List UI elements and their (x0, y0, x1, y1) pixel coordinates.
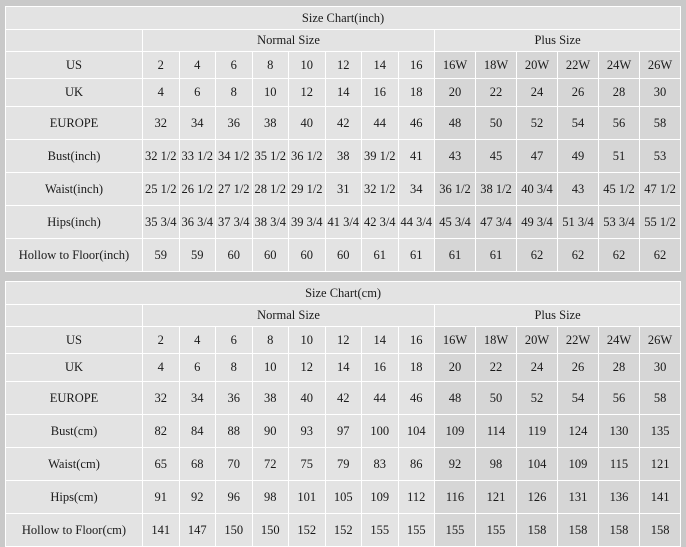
cell: 36 (216, 382, 253, 415)
size-chart-inch-table (5, 6, 681, 272)
cell: 38 3/4 (252, 206, 289, 239)
row-label: Bust(inch) (6, 140, 143, 173)
cm-group-blank (6, 305, 143, 327)
cell: 30 (640, 354, 681, 382)
cell: 35 1/2 (252, 140, 289, 173)
cell: 56 (599, 107, 640, 140)
cell: 27 1/2 (216, 173, 253, 206)
cell: 8 (252, 327, 289, 354)
cell: 155 (362, 514, 399, 547)
cell: 43 (558, 173, 599, 206)
cell: 84 (179, 415, 216, 448)
cell: 61 (362, 239, 399, 272)
cell: 39 3/4 (289, 206, 326, 239)
cell: 121 (476, 481, 517, 514)
row-label: Hollow to Floor(cm) (6, 514, 143, 547)
cell: 82 (143, 415, 180, 448)
cell: 24 (517, 354, 558, 382)
cell: 12 (325, 327, 362, 354)
inch-group-row (6, 30, 681, 52)
cell: 68 (179, 448, 216, 481)
cell: 24 (517, 79, 558, 107)
row-label: Waist(cm) (6, 448, 143, 481)
cell: 114 (476, 415, 517, 448)
cell: 56 (599, 382, 640, 415)
cell: 54 (558, 107, 599, 140)
table-row (6, 206, 681, 239)
cell: 28 (599, 79, 640, 107)
table-row (6, 514, 681, 547)
cell: 61 (476, 239, 517, 272)
cell: 158 (640, 514, 681, 547)
cell: 58 (640, 382, 681, 415)
cell: 14 (325, 79, 362, 107)
inch-group-plus: Plus Size (435, 30, 681, 52)
cell: 10 (289, 52, 326, 79)
table-row (6, 481, 681, 514)
cell: 46 (398, 382, 435, 415)
cell: 109 (362, 481, 399, 514)
cell: 88 (216, 415, 253, 448)
cell: 44 (362, 107, 399, 140)
cell: 79 (325, 448, 362, 481)
cell: 55 1/2 (640, 206, 681, 239)
table-row (6, 448, 681, 481)
cell: 26 (558, 354, 599, 382)
cell: 62 (640, 239, 681, 272)
cell: 18 (398, 354, 435, 382)
table-row (6, 415, 681, 448)
cell: 40 (289, 382, 326, 415)
cell: 18W (476, 52, 517, 79)
cell: 75 (289, 448, 326, 481)
cell: 109 (558, 448, 599, 481)
cell: 124 (558, 415, 599, 448)
cell: 16 (362, 79, 399, 107)
inch-table-body (6, 7, 681, 272)
cell: 37 3/4 (216, 206, 253, 239)
row-label: Hollow to Floor(inch) (6, 239, 143, 272)
cell: 4 (179, 327, 216, 354)
cm-group-normal: Normal Size (143, 305, 435, 327)
cell: 34 (398, 173, 435, 206)
cell: 43 (435, 140, 476, 173)
table-row (6, 79, 681, 107)
cell: 121 (640, 448, 681, 481)
cell: 16W (435, 52, 476, 79)
cell: 50 (476, 107, 517, 140)
table-row (6, 52, 681, 79)
cell: 49 3/4 (517, 206, 558, 239)
cell: 22W (558, 52, 599, 79)
cell: 115 (599, 448, 640, 481)
cell: 46 (398, 107, 435, 140)
cell: 12 (289, 79, 326, 107)
cell: 8 (216, 354, 253, 382)
cell: 12 (289, 354, 326, 382)
row-label: UK (6, 79, 143, 107)
cell: 36 1/2 (435, 173, 476, 206)
cell: 45 (476, 140, 517, 173)
cell: 24W (599, 52, 640, 79)
cell: 51 (599, 140, 640, 173)
cell: 4 (143, 79, 180, 107)
cell: 44 (362, 382, 399, 415)
cell: 135 (640, 415, 681, 448)
cell: 131 (558, 481, 599, 514)
cell: 48 (435, 107, 476, 140)
table-row (6, 327, 681, 354)
cell: 62 (558, 239, 599, 272)
cell: 141 (640, 481, 681, 514)
cell: 65 (143, 448, 180, 481)
cell: 109 (435, 415, 476, 448)
cell: 72 (252, 448, 289, 481)
cm-group-row (6, 305, 681, 327)
cell: 48 (435, 382, 476, 415)
cell: 32 (143, 107, 180, 140)
cell: 59 (179, 239, 216, 272)
row-label: EUROPE (6, 382, 143, 415)
cell: 130 (599, 415, 640, 448)
cell: 147 (179, 514, 216, 547)
cell: 42 3/4 (362, 206, 399, 239)
cell: 4 (143, 354, 180, 382)
cell: 26 1/2 (179, 173, 216, 206)
cell: 28 1/2 (252, 173, 289, 206)
cell: 155 (476, 514, 517, 547)
cell: 98 (252, 481, 289, 514)
cell: 60 (289, 239, 326, 272)
cell: 8 (252, 52, 289, 79)
cell: 155 (398, 514, 435, 547)
cell: 83 (362, 448, 399, 481)
cell: 59 (143, 239, 180, 272)
cell: 39 1/2 (362, 140, 399, 173)
cell: 18W (476, 327, 517, 354)
cell: 14 (362, 327, 399, 354)
cell: 41 3/4 (325, 206, 362, 239)
cell: 51 3/4 (558, 206, 599, 239)
cm-group-plus: Plus Size (435, 305, 681, 327)
inch-group-blank (6, 30, 143, 52)
cell: 62 (517, 239, 558, 272)
inch-group-normal: Normal Size (143, 30, 435, 52)
cell: 158 (517, 514, 558, 547)
inch-title-row (6, 7, 681, 30)
cell: 98 (476, 448, 517, 481)
cell: 33 1/2 (179, 140, 216, 173)
cell: 60 (325, 239, 362, 272)
cell: 136 (599, 481, 640, 514)
cell: 38 1/2 (476, 173, 517, 206)
cell: 18 (398, 79, 435, 107)
row-label: US (6, 52, 143, 79)
size-chart-inch-block (5, 6, 681, 272)
cell: 10 (252, 79, 289, 107)
cell: 150 (216, 514, 253, 547)
table-row (6, 173, 681, 206)
cell: 10 (252, 354, 289, 382)
cell: 6 (179, 354, 216, 382)
cell: 158 (599, 514, 640, 547)
cell: 47 3/4 (476, 206, 517, 239)
cell: 28 (599, 354, 640, 382)
cell: 141 (143, 514, 180, 547)
cell: 31 (325, 173, 362, 206)
cell: 42 (325, 382, 362, 415)
cell: 12 (325, 52, 362, 79)
cell: 6 (216, 52, 253, 79)
inch-chart-title: Size Chart(inch) (6, 7, 681, 30)
cell: 116 (435, 481, 476, 514)
cell: 47 1/2 (640, 173, 681, 206)
row-label: Waist(inch) (6, 173, 143, 206)
cell: 4 (179, 52, 216, 79)
row-label: US (6, 327, 143, 354)
cell: 22W (558, 327, 599, 354)
cell: 47 (517, 140, 558, 173)
cell: 97 (325, 415, 362, 448)
table-row (6, 140, 681, 173)
cell: 70 (216, 448, 253, 481)
cell: 29 1/2 (289, 173, 326, 206)
cell: 61 (435, 239, 476, 272)
cell: 152 (289, 514, 326, 547)
cm-table-body (6, 282, 681, 547)
cell: 2 (143, 327, 180, 354)
cell: 36 1/2 (289, 140, 326, 173)
cell: 100 (362, 415, 399, 448)
cell: 104 (517, 448, 558, 481)
row-label: UK (6, 354, 143, 382)
cell: 16 (398, 52, 435, 79)
cell: 105 (325, 481, 362, 514)
cell: 62 (599, 239, 640, 272)
cell: 14 (325, 354, 362, 382)
cell: 126 (517, 481, 558, 514)
table-row (6, 239, 681, 272)
cell: 60 (252, 239, 289, 272)
cell: 16 (362, 354, 399, 382)
cell: 8 (216, 79, 253, 107)
cell: 34 (179, 382, 216, 415)
cell: 32 (143, 382, 180, 415)
row-label: Hips(cm) (6, 481, 143, 514)
cell: 36 3/4 (179, 206, 216, 239)
cell: 119 (517, 415, 558, 448)
size-chart-cm-table (5, 281, 681, 547)
cell: 52 (517, 382, 558, 415)
cell: 20W (517, 327, 558, 354)
cell: 152 (325, 514, 362, 547)
cell: 40 (289, 107, 326, 140)
cell: 36 (216, 107, 253, 140)
table-row (6, 107, 681, 140)
cell: 44 3/4 (398, 206, 435, 239)
cell: 41 (398, 140, 435, 173)
cell: 58 (640, 107, 681, 140)
cell: 112 (398, 481, 435, 514)
cell: 96 (216, 481, 253, 514)
cell: 24W (599, 327, 640, 354)
cell: 6 (216, 327, 253, 354)
table-row (6, 382, 681, 415)
cell: 61 (398, 239, 435, 272)
cell: 53 (640, 140, 681, 173)
cell: 20 (435, 354, 476, 382)
cell: 38 (252, 382, 289, 415)
cell: 32 1/2 (362, 173, 399, 206)
cell: 14 (362, 52, 399, 79)
cell: 150 (252, 514, 289, 547)
cell: 52 (517, 107, 558, 140)
cell: 34 (179, 107, 216, 140)
cell: 60 (216, 239, 253, 272)
cell: 50 (476, 382, 517, 415)
cell: 158 (558, 514, 599, 547)
cell: 16W (435, 327, 476, 354)
cell: 25 1/2 (143, 173, 180, 206)
cell: 45 3/4 (435, 206, 476, 239)
cell: 42 (325, 107, 362, 140)
cell: 38 (252, 107, 289, 140)
cell: 35 3/4 (143, 206, 180, 239)
cell: 20 (435, 79, 476, 107)
cell: 32 1/2 (143, 140, 180, 173)
cell: 22 (476, 79, 517, 107)
row-label: EUROPE (6, 107, 143, 140)
cell: 6 (179, 79, 216, 107)
cell: 16 (398, 327, 435, 354)
cell: 155 (435, 514, 476, 547)
cell: 30 (640, 79, 681, 107)
cell: 10 (289, 327, 326, 354)
cell: 38 (325, 140, 362, 173)
row-label: Hips(inch) (6, 206, 143, 239)
row-label: Bust(cm) (6, 415, 143, 448)
cell: 104 (398, 415, 435, 448)
cm-title-row (6, 282, 681, 305)
cell: 101 (289, 481, 326, 514)
cell: 26W (640, 327, 681, 354)
cell: 92 (179, 481, 216, 514)
cell: 53 3/4 (599, 206, 640, 239)
cell: 86 (398, 448, 435, 481)
cell: 2 (143, 52, 180, 79)
cell: 40 3/4 (517, 173, 558, 206)
cell: 45 1/2 (599, 173, 640, 206)
cell: 90 (252, 415, 289, 448)
cm-chart-title: Size Chart(cm) (6, 282, 681, 305)
cell: 34 1/2 (216, 140, 253, 173)
table-row (6, 354, 681, 382)
cell: 26W (640, 52, 681, 79)
cell: 26 (558, 79, 599, 107)
cell: 22 (476, 354, 517, 382)
size-chart-cm-block (5, 281, 681, 547)
cell: 92 (435, 448, 476, 481)
cell: 20W (517, 52, 558, 79)
cell: 91 (143, 481, 180, 514)
cell: 93 (289, 415, 326, 448)
cell: 49 (558, 140, 599, 173)
cell: 54 (558, 382, 599, 415)
